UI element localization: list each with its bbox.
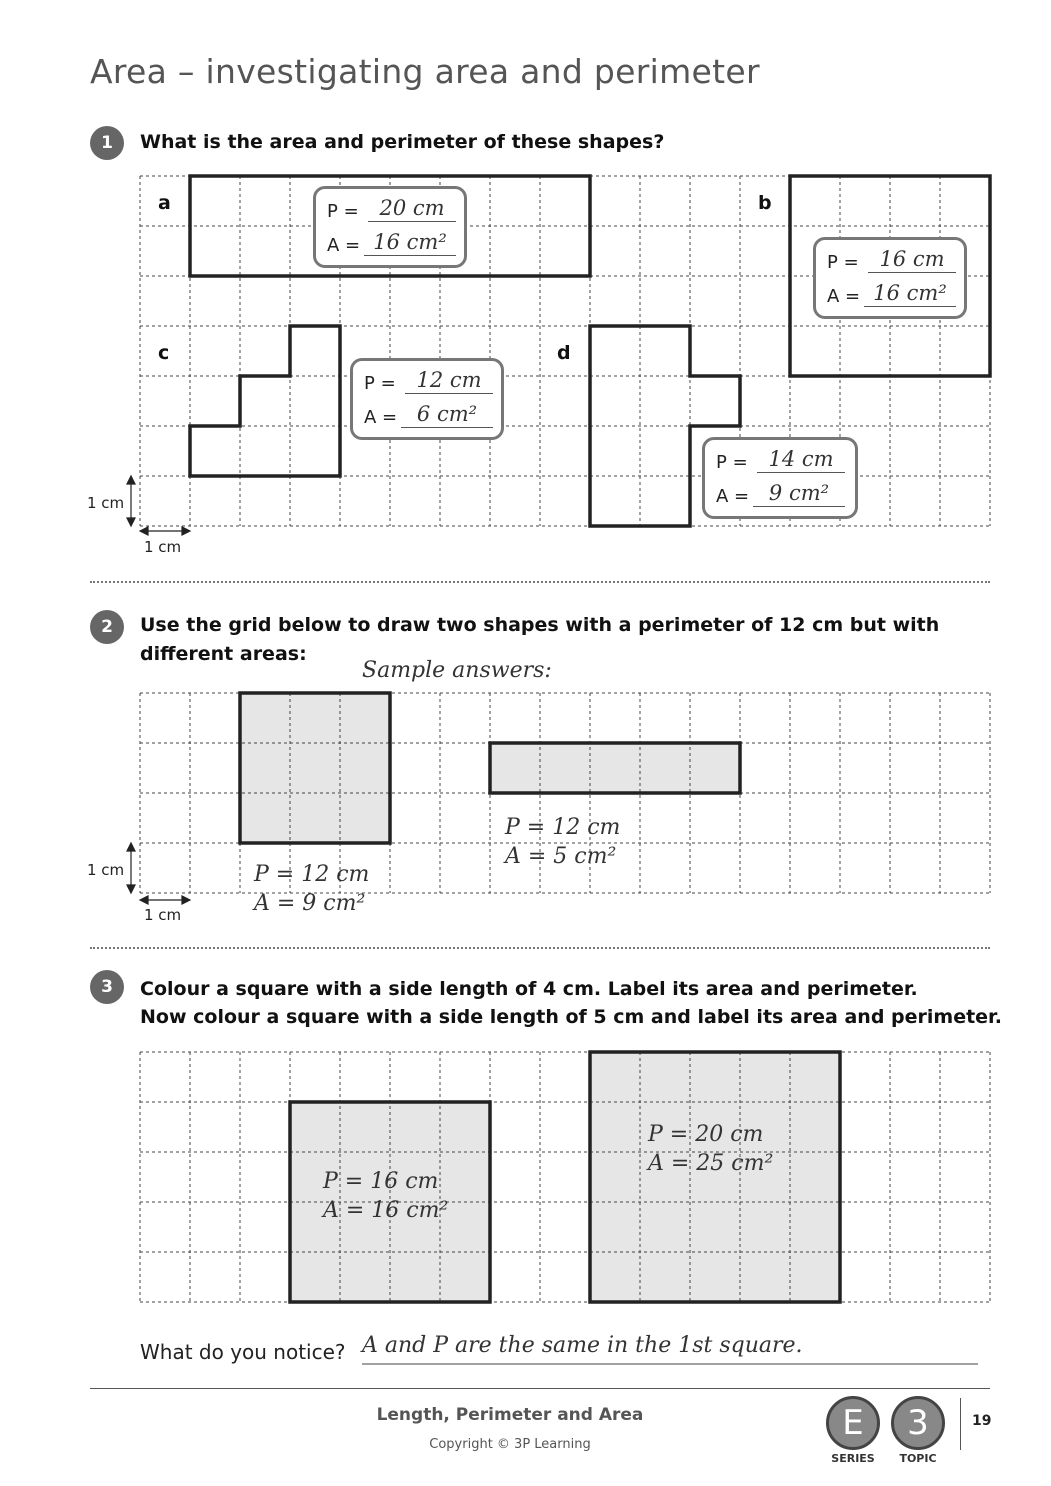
question-2-number: 2	[90, 610, 124, 644]
shape-d-perimeter: 14 cm	[757, 446, 845, 473]
series-badge: E	[826, 1396, 880, 1450]
square-side-5	[590, 1052, 840, 1302]
area-prefix: A =	[364, 407, 398, 428]
topic-caption: TOPIC	[899, 1452, 937, 1465]
answer-2-perimeter: P = 12 cm	[505, 815, 621, 840]
footer-rule	[90, 1388, 990, 1389]
q1-scale-vertical-label: 1 cm	[87, 494, 125, 512]
answer-1-perimeter: P = 12 cm	[254, 862, 370, 887]
shape-a-perimeter: 20 cm	[368, 195, 456, 222]
question-3-number: 3	[90, 970, 124, 1004]
shape-a-label: a	[158, 192, 171, 214]
square-5-area: A = 25 cm²	[648, 1151, 774, 1176]
answer-2-area: A = 5 cm²	[505, 844, 617, 869]
square-4-perimeter: P = 16 cm	[323, 1169, 439, 1194]
answer-1-area: A = 9 cm²	[254, 891, 366, 916]
question-2-prompt-line1: Use the grid below to draw two shapes with a perimeter of 12 cm but with	[140, 614, 940, 636]
page-title: Area – investigating area and perimeter	[90, 52, 760, 91]
question-3-prompt-line2: Now colour a square with a side length of 5 cm and label its area and perimeter.	[140, 1006, 1002, 1028]
area-prefix: A =	[327, 235, 361, 256]
shape-d-label: d	[557, 342, 571, 364]
shape-b-area: 16 cm²	[864, 280, 956, 307]
series-caption: SERIES	[831, 1452, 875, 1465]
q1-scale-horizontal-label: 1 cm	[144, 538, 182, 556]
shape-c-perimeter: 12 cm	[405, 367, 493, 394]
perimeter-prefix: P =	[827, 252, 859, 273]
shape-c-label: c	[158, 342, 170, 364]
footer-copyright: Copyright © 3P Learning	[429, 1437, 591, 1452]
q2-scale-horizontal-label: 1 cm	[144, 906, 182, 924]
perimeter-prefix: P =	[364, 373, 396, 394]
notice-label: What do you notice?	[140, 1340, 346, 1364]
question-3-grid	[140, 1052, 990, 1302]
shape-b-perimeter: 16 cm	[868, 246, 956, 273]
perimeter-prefix: P =	[327, 201, 359, 222]
shape-c-area: 6 cm²	[401, 401, 493, 428]
question-1-prompt: What is the area and perimeter of these shapes?	[140, 131, 665, 153]
shape-d-area: 9 cm²	[753, 480, 845, 507]
square-5-perimeter: P = 20 cm	[648, 1122, 764, 1147]
question-3-prompt-line1: Colour a square with a side length of 4 cm. Label its area and perimeter.	[140, 978, 918, 1000]
square-4-area: A = 16 cm²	[323, 1198, 449, 1223]
shape-b-label: b	[758, 192, 772, 214]
footer-divider	[960, 1398, 961, 1450]
page-number: 19	[972, 1413, 992, 1429]
area-prefix: A =	[827, 286, 861, 307]
sample-answers-note: Sample answers:	[362, 658, 552, 683]
notice-answer: A and P are the same in the 1st square.	[362, 1333, 803, 1358]
q2-scale-vertical-label: 1 cm	[87, 861, 125, 879]
question-2-prompt-line2: different areas:	[140, 643, 307, 665]
area-prefix: A =	[716, 486, 750, 507]
perimeter-prefix: P =	[716, 452, 748, 473]
question-1-number: 1	[90, 126, 124, 160]
footer-topic-title: Length, Perimeter and Area	[376, 1405, 644, 1425]
topic-badge: 3	[891, 1396, 945, 1450]
shape-a-area: 16 cm²	[364, 229, 456, 256]
